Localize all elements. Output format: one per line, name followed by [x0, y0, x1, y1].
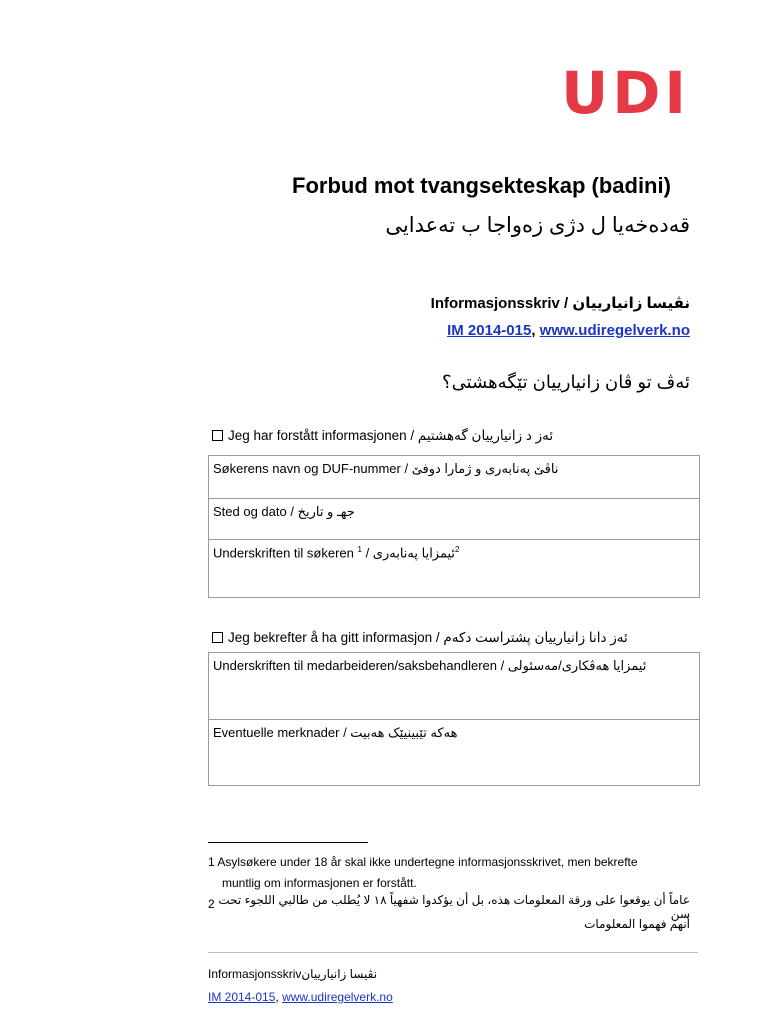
applicant-name-label-rtl: ناڤێ پەنابەری و ژمارا دوفێ [411, 461, 559, 476]
reference-separator: , [531, 322, 540, 339]
udi-logo: UDI [561, 59, 690, 127]
place-date-label-rtl: جهـ و تاریخ [297, 504, 355, 519]
footnote-1-number: 1 [208, 855, 215, 869]
document-type-label-rtl: نڤیسا زانیارییان [572, 295, 690, 312]
footer-label: Informasjonsskriv [208, 967, 302, 981]
footnote-1-text: Asylsøkere under 18 år skal ikke undertegne informasjonsskrivet, men bekrefte [214, 855, 638, 869]
website-link[interactable]: www.udiregelverk.no [539, 322, 690, 339]
applicant-form-table [208, 455, 700, 598]
footnote-2-text: عاماً أن يوقعوا على ورقة المعلومات هذه، بل أن يؤكدوا شفهياً ١٨ لا يُطلب من طالبي اللجوء تحت سن [218, 893, 690, 921]
footer-separator: , [275, 990, 283, 1004]
confirm-check-line [212, 630, 628, 646]
footnote-1-continuation: muntlig om informasjonen er forstått. [222, 876, 417, 890]
confirm-check-label-rtl: ئەز دانا زانیارییان پشتراست دکەم [443, 630, 628, 645]
applicant-signature-row[interactable] [209, 540, 699, 597]
footer-divider [208, 952, 698, 953]
document-type [431, 294, 690, 312]
footer-title [208, 967, 377, 981]
confirm-check-label: Jeg bekrefter å ha gitt informasjon / [228, 630, 444, 645]
place-date-row[interactable] [209, 499, 699, 540]
document-type-label: Informasjonsskriv / [430, 295, 573, 312]
footer-reference-code-link[interactable]: IM 2014-015 [208, 990, 276, 1004]
understood-check-label: Jeg har forstått informasjonen / [228, 428, 418, 443]
page-title-rtl: قەدەخەیا ل دژی زەواجا ب تەعدایی [385, 214, 690, 237]
remarks-label-rtl: هەکە تێبینیێک هەبیت [350, 725, 458, 740]
footnote-ref-2: 2 [455, 545, 460, 554]
understood-check-label-rtl: ئەز د زانیارییان گەهشتیم [417, 428, 554, 443]
footnote-ref-1: 1 [357, 545, 362, 554]
question-heading: ئەڤ تو ڤان زانیارییان تێگەهشتی؟ [442, 372, 690, 392]
applicant-name-label: Søkerens navn og DUF-nummer / [213, 461, 412, 476]
footnote-1 [208, 852, 638, 873]
understood-check-line [212, 428, 553, 444]
remarks-row[interactable] [209, 720, 699, 785]
page-title: Forbud mot tvangsekteskap (badini) [292, 173, 671, 198]
place-date-label: Sted og dato / [213, 504, 298, 519]
footnote-2-number: 2 [208, 897, 215, 911]
staff-form-table [208, 652, 700, 786]
remarks-label: Eventuelle merknader / [213, 725, 351, 740]
footnote-divider [208, 842, 368, 843]
applicant-name-row[interactable] [209, 456, 699, 499]
staff-signature-row[interactable] [209, 653, 699, 720]
reference-line [447, 322, 690, 339]
confirm-checkbox[interactable] [212, 632, 223, 643]
footer-reference [208, 990, 393, 1004]
footer-label-rtl: نڤیسا زانیارییان [301, 967, 378, 981]
reference-code-link[interactable]: IM 2014-015 [447, 322, 532, 339]
understood-checkbox[interactable] [212, 430, 223, 441]
staff-signature-label-rtl: ئیمزایا هەڤکاری/مەسئولی [507, 658, 647, 673]
footer-website-link[interactable]: www.udiregelverk.no [282, 990, 393, 1004]
footnote-2-text-line2: أنهم فهموا المعلومات [584, 917, 690, 931]
applicant-signature-label: Underskriften til søkeren [213, 545, 358, 561]
staff-signature-label: Underskriften til medarbeideren/saksbehandleren / [213, 658, 508, 673]
applicant-signature-separator: / [361, 545, 373, 561]
applicant-signature-label-rtl: ئیمزایا پەنابەری [372, 545, 456, 561]
